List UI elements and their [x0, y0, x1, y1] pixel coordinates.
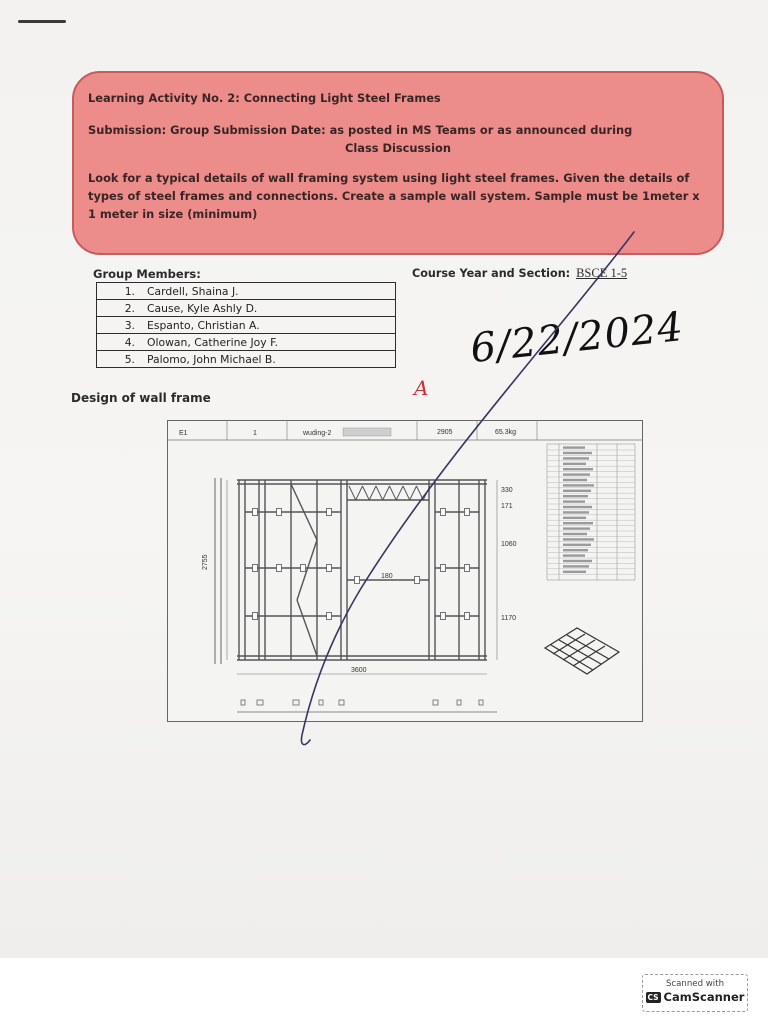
connection-clip [355, 577, 360, 584]
dim-right-3: 1060 [501, 541, 517, 548]
schedule-row-text [563, 522, 593, 524]
group-members-title: Group Members: [93, 267, 201, 281]
dim-right-2: 171 [501, 503, 513, 510]
schedule-row-text [563, 506, 592, 508]
wall-frame-drawing [167, 420, 643, 722]
connection-clip [327, 613, 332, 620]
schedule-row-text [563, 571, 586, 573]
schedule-row-text [563, 490, 591, 492]
member-row [97, 334, 396, 351]
member-name: Cause, Kyle Ashly D. [141, 300, 396, 317]
schedule-row-text [563, 560, 592, 562]
connection-clip [441, 613, 446, 620]
schedule-row-text [563, 473, 590, 475]
connection-clip [253, 509, 258, 516]
handwritten-grade: A [414, 376, 429, 400]
schedule-row-text [563, 484, 594, 486]
connection-clip [277, 565, 282, 572]
titleblock-panel-height: 2905 [437, 429, 453, 436]
member-row [97, 283, 396, 300]
activity-header-banner [72, 71, 724, 255]
schedule-row-text [563, 538, 594, 540]
connection-clip [253, 613, 258, 620]
schedule-row-text [563, 565, 589, 567]
connection-clip [277, 509, 282, 516]
group-members-table [96, 282, 396, 368]
connection-clip [465, 509, 470, 516]
connection-clip [441, 509, 446, 516]
member-row [97, 300, 396, 317]
member-row [97, 317, 396, 334]
schedule-row-text [563, 549, 588, 551]
schedule-row-text [563, 452, 592, 454]
camscanner-logo: CS [647, 993, 659, 1002]
member-number: 3. [97, 317, 142, 334]
course-label: Course Year and Section: [412, 267, 571, 280]
scanned-with-label: Scanned with [665, 979, 725, 989]
camscanner-badge [642, 974, 748, 1012]
dim-right-4: 1170 [501, 615, 517, 622]
connection-clip [253, 565, 258, 572]
member-name: Espanto, Christian A. [141, 317, 396, 334]
dim-height: 2755 [202, 554, 209, 570]
dim-inner: 180 [381, 573, 393, 580]
schedule-row-text [563, 517, 586, 519]
course-value: BSCE 1-5 [576, 266, 628, 280]
submission-line: Submission: Group Submission Date: as posted in MS Teams or as announced during [88, 123, 633, 137]
connection-clip [327, 509, 332, 516]
schedule-row-text [563, 500, 585, 502]
member-number: 2. [97, 300, 142, 317]
handwritten-date: 6/22/2024 [468, 303, 686, 373]
activity-instructions: Look for a typical details of wall framing system using light steel frames. Given the details of types of steel frames and connections. Create a sample wall system. Sample must be 1meter x 1 meter in size (minimum) [88, 171, 700, 221]
connection-clip [301, 565, 306, 572]
titleblock-project: wuding-2 [303, 430, 332, 437]
schedule-row-text [563, 533, 587, 535]
connection-clip [415, 577, 420, 584]
schedule-row-text [563, 554, 585, 556]
titleblock-panel-weight: 65.3kg [495, 429, 517, 436]
scan-edge-mark [18, 20, 66, 23]
schedule-row-text [563, 527, 590, 529]
schedule-row-text [563, 468, 593, 470]
activity-title: Learning Activity No. 2: Connecting Light Steel Frames [88, 91, 441, 105]
member-row [97, 351, 396, 368]
connection-clip [465, 565, 470, 572]
schedule-row-text [563, 446, 585, 448]
schedule-row-text [563, 544, 591, 546]
titleblock-wall-panel: E1 [179, 430, 188, 437]
connection-clip [327, 565, 332, 572]
member-number: 4. [97, 334, 142, 351]
camscanner-name: CamScanner [663, 990, 745, 1004]
dim-right-1: 330 [501, 487, 513, 494]
schedule-row-text [563, 479, 587, 481]
design-title: Design of wall frame [71, 391, 211, 405]
titleblock-quantity: 1 [253, 430, 257, 437]
member-name: Palomo, John Michael B. [141, 351, 396, 368]
course-section [412, 266, 627, 281]
camscanner-brand [643, 990, 747, 1004]
connection-clip [441, 565, 446, 572]
member-name: Olowan, Catherine Joy F. [141, 334, 396, 351]
dim-width: 3600 [351, 667, 367, 674]
connection-clip [465, 613, 470, 620]
schedule-row-text [563, 463, 586, 465]
member-number: 1. [97, 283, 142, 300]
schedule-row-text [563, 495, 588, 497]
member-number: 5. [97, 351, 142, 368]
member-name: Cardell, Shaina J. [141, 283, 396, 300]
schedule-row-text [563, 457, 589, 459]
submission-line-cont: Class Discussion [345, 141, 451, 155]
schedule-row-text [563, 511, 589, 513]
